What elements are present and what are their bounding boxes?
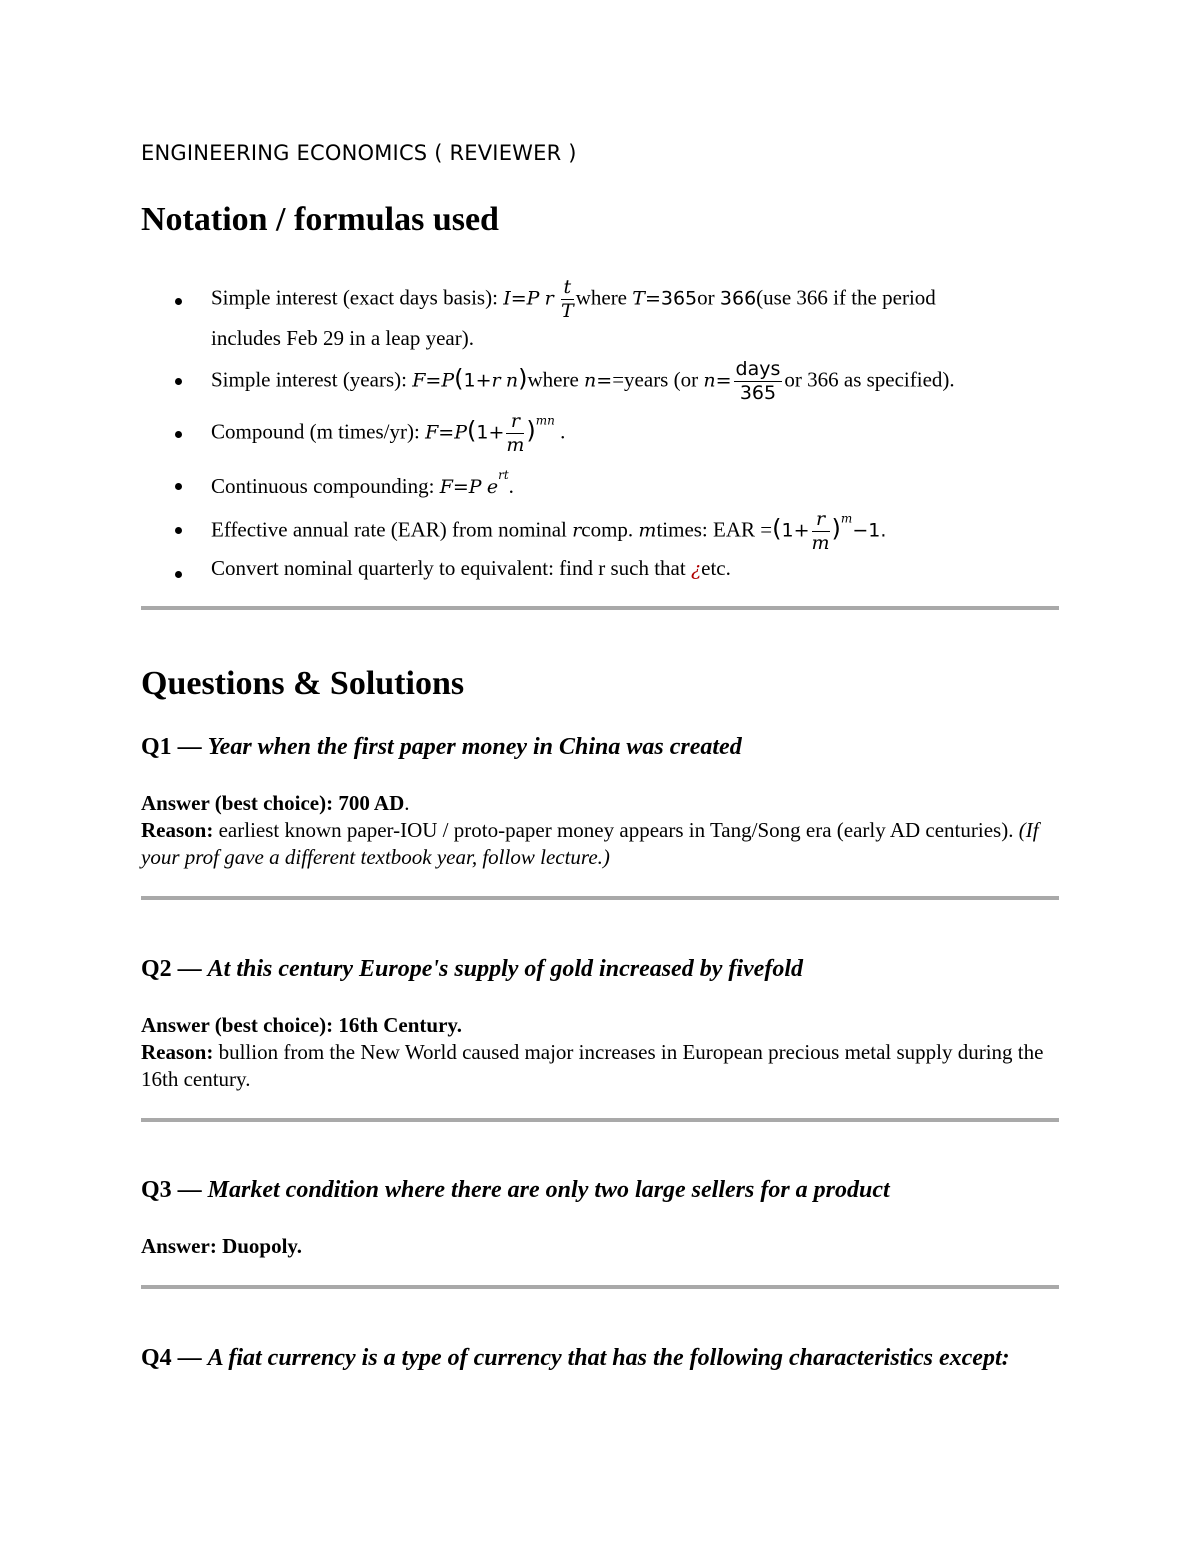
section-divider: [141, 896, 1059, 900]
question-2-answer: Answer (best choice): 16th Century. Reason: bullion from the New World caused major increases in European precious metal supply during the 16th century.: [141, 1013, 1044, 1091]
notation-heading: Notation / formulas used: [141, 201, 499, 238]
question-3-answer: Answer: Duopoly.: [141, 1234, 303, 1258]
question-2-heading: Q2 — At this century Europe's supply of gold increased by fivefold: [141, 956, 803, 982]
section-divider: [141, 606, 1059, 610]
formula-simple-interest-days: Simple interest (exact days basis): I=P r $\frac{t}{T}$ where T=365or 366(use 366 if the period: [141, 278, 936, 321]
document-title: ENGINEERING ECONOMICS ( REVIEWER ): [141, 141, 577, 165]
formula-continuous: Continuous compounding: F=P $e^{rt}$.: [141, 468, 514, 499]
questions-heading: Questions & Solutions: [141, 665, 465, 702]
question-1-heading: Q1 — Year when the first paper money in China was created: [141, 734, 742, 760]
formula-ear: Effective annual rate (EAR) from nominal rcomp. mtimes: EAR =(1+ $\frac{r}{m}$ )$^m$−1.: [141, 510, 886, 553]
section-divider: [141, 1118, 1059, 1122]
formula-simple-interest-years: Simple interest (years): F=P(1+r n)where n==years (or n= $\frac{\text{days}}{365}$ or 366 as specified).: [141, 360, 955, 403]
formula-compound: Compound (m times/yr): F=P(1+ $\frac{r}{m}$ )$^{mn}$ .: [141, 412, 565, 455]
formula-simple-interest-days-continued: includes Feb 29 in a leap year).: [211, 326, 474, 350]
section-divider: [141, 1285, 1059, 1289]
question-3-heading: Q3 — Market condition where there are only two large sellers for a product: [141, 1177, 890, 1203]
question-1-answer: Answer (best choice): 700 AD. Reason: earliest known paper-IOU / proto-paper money appears in Tang/Song era (early AD centuries). (If your prof gave a different textbook year, follow lecture.): [141, 791, 1039, 869]
question-4-heading: Q4 — A fiat currency is a type of currency that has the following characteristics except:: [141, 1345, 1010, 1371]
formula-convert-quarterly: Convert nominal quarterly to equivalent: find r such that ¿etc.: [141, 556, 731, 581]
